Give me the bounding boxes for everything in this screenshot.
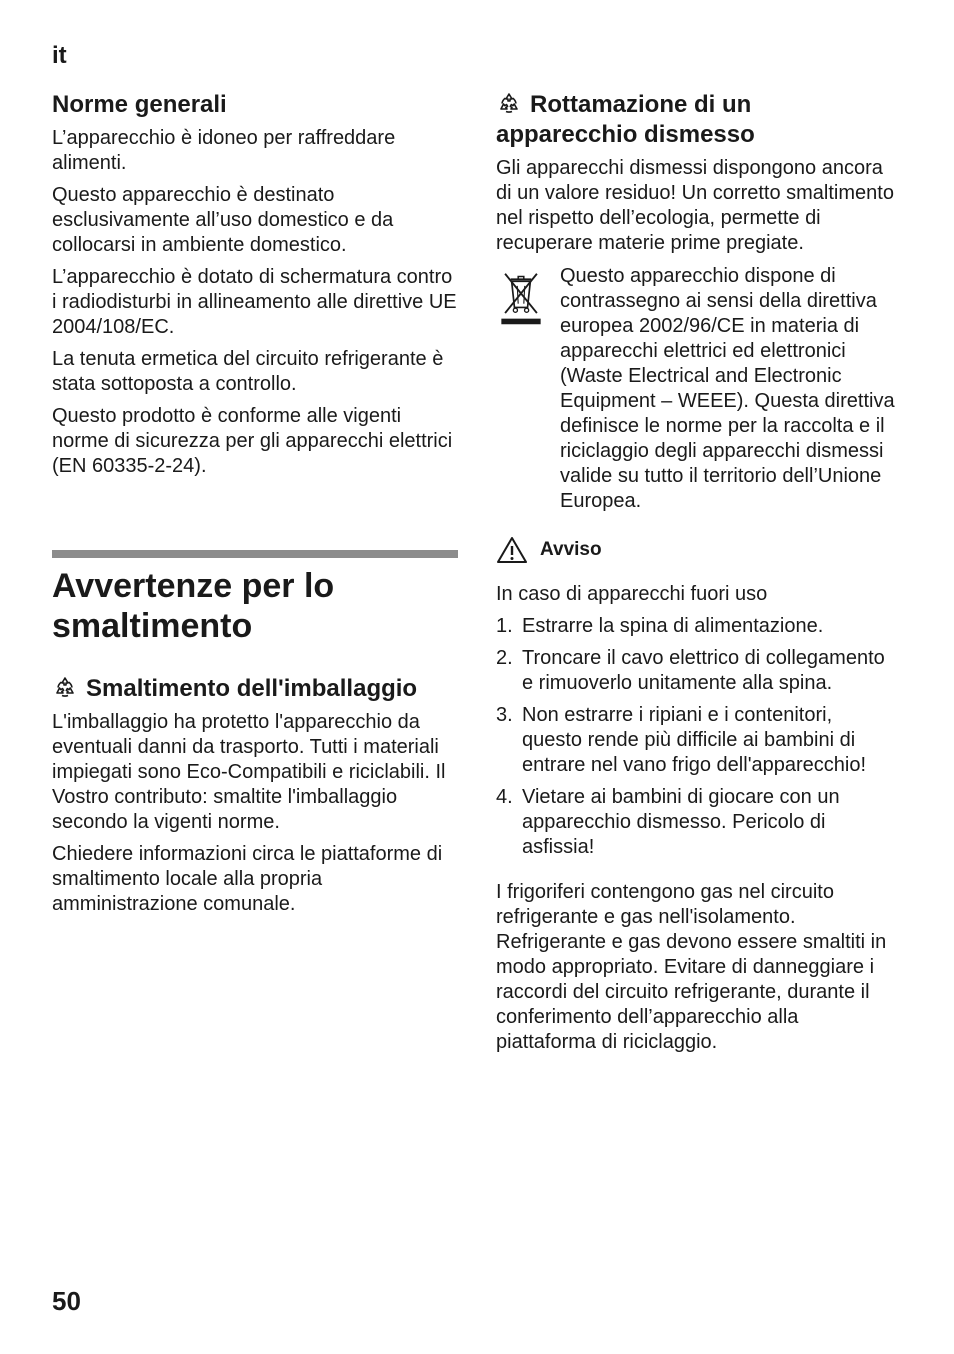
norme-paragraph-5: Questo prodotto è conforme alle vigenti norme di sicurezza per gli apparecchi elettrici (EN 60335-2-24). <box>52 405 453 477</box>
crossed-bin-icon <box>496 270 546 328</box>
rottamazione-title: Rottamazione di un apparecchio dismesso <box>496 91 755 148</box>
weee-text: Questo apparecchio dispone di contrassegno ai sensi della direttiva europea 2002/96/CE in materia di apparecchi elettrici ed elettronici (Waste Electrical and Electronic Equipment – WEEE). Questa direttiva definisce le norme per la raccolta e il riciclaggio degli apparecchi dismessi valide su tutto il territorio dell’Unione Europea. <box>560 265 895 512</box>
avviso-steps <box>496 614 896 860</box>
section-divider <box>52 550 458 558</box>
norme-paragraph-3: L’apparecchio è dotato di schermatura contro i radiodisturbi in allineamento alle direttive UE 2004/108/EC. <box>52 266 457 338</box>
imballaggio-section <box>52 674 462 924</box>
warning-triangle-icon <box>496 536 528 564</box>
imballaggio-title: Smaltimento dell'imballaggio <box>86 675 418 702</box>
list-item: 4. Vietare ai bambini di giocare con un apparecchio dismesso. Pericolo di asfissia! <box>496 786 840 858</box>
list-item: 3. Non estrarre i ripiani e i contenitori, questo rende più difficile ai bambini di entrare nel vano frigo dell'apparecchio! <box>496 704 867 776</box>
list-item: 2. Troncare il cavo elettrico di collegamento e rimuoverlo unitamente alla spina. <box>496 647 885 694</box>
imballaggio-paragraph-1: L'imballaggio ha protetto l'apparecchio da eventuali danni da trasporto. Tutti i materiali impiegati sono Eco-Compatibili e riciclabili. Il Vostro contributo: smaltite l'imballaggio secondo la vigenti norme. <box>52 711 446 833</box>
avviso-heading <box>496 536 896 564</box>
rottamazione-section <box>496 90 896 1062</box>
section-title: Avvertenze per lo smaltimento <box>52 567 335 645</box>
avviso-title: Avviso <box>540 539 602 560</box>
language-code: it <box>52 42 67 69</box>
imballaggio-heading <box>52 674 462 704</box>
page-number: 50 <box>52 1286 81 1316</box>
norme-paragraph-2: Questo apparecchio è destinato esclusivamente all’uso domestico e da collocarsi in ambiente domestico. <box>52 184 394 256</box>
weee-notice <box>496 264 896 514</box>
recycle-icon <box>496 91 522 115</box>
norme-generali-title: Norme generali <box>52 91 227 118</box>
rottamazione-heading <box>496 90 896 150</box>
avviso-intro: In caso di apparecchi fuori uso <box>496 583 768 605</box>
rottamazione-intro: Gli apparecchi dismessi dispongono ancora di un valore residuo! Un corretto smaltimento nel rispetto dell’ecologia, permette di recuperare materie prime pregiate. <box>496 157 894 254</box>
recycle-icon <box>52 675 78 699</box>
norme-paragraph-4: La tenuta ermetica del circuito refrigerante è stata sottoposta a controllo. <box>52 348 444 395</box>
norme-generali-section <box>52 90 462 486</box>
norme-paragraph-1: L’apparecchio è idoneo per raffreddare alimenti. <box>52 127 396 174</box>
imballaggio-paragraph-2: Chiedere informazioni circa le piattaforme di smaltimento locale alla propria amministrazione comunale. <box>52 843 443 915</box>
list-item: 1. Estrarre la spina di alimentazione. <box>496 615 824 637</box>
avviso-closing: I frigoriferi contengono gas nel circuito refrigerante e gas nell'isolamento. Refrigerante e gas devono essere smaltiti in modo appropriato. Evitare di danneggiare i raccordi del circuito refrigerante, durante il conferimento dell’apparecchio alla piattaforma di riciclaggio. <box>496 881 887 1053</box>
